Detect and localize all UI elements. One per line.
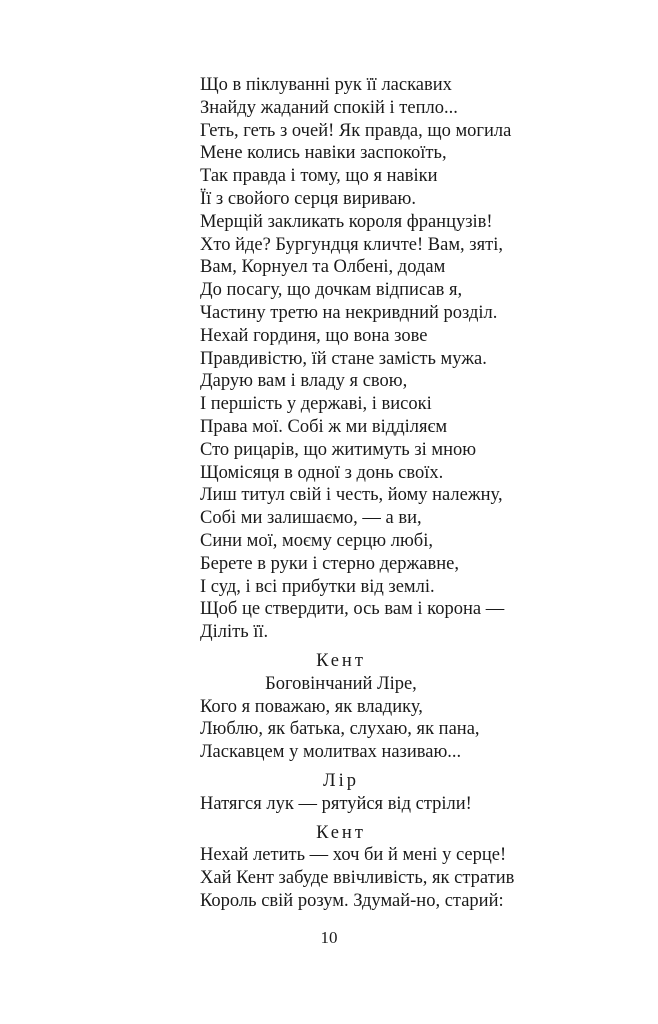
speech-line: Ласкавцем у молитвах називаю... (200, 742, 462, 763)
verse-line: Що в піклуванні рук її ласкавих (200, 75, 452, 95)
speaker-name-kent: Кент (316, 822, 366, 843)
speech-line: Натягся лук — рятуйся від стріли! (200, 793, 472, 814)
play-text (200, 74, 620, 913)
verse-line: Щоб це ствердити, ось вам і корона — (200, 599, 505, 620)
verse-line: Мерщій закликать короля французів! (200, 211, 493, 232)
verse-line: Хто йде? Бургундця кличте! Вам, зяті, (200, 234, 503, 255)
verse-line: Частину третю на некривдний розділ. (200, 302, 498, 323)
verse-line: Щомісяця в одної з донь своїх. (200, 462, 444, 483)
verse-line: Мене колись навіки заспокоїть, (200, 143, 447, 164)
verse-line: Так правда і тому, що я навіки (200, 166, 438, 187)
verse-line: Її з свойого серця вириваю. (200, 188, 416, 209)
verse-line: Права мої. Собі ж ми відділяєм (200, 416, 448, 437)
speech-line: Хай Кент забуде ввічливість, як стратив (200, 868, 515, 889)
page-number: 10 (320, 928, 338, 947)
speech-line: Нехай летить — хоч би й мені у серце! (200, 845, 507, 866)
verse-line: Правдивістю, їй стане замість мужа. (200, 348, 487, 369)
verse-line: Сто рицарів, що житимуть зі мною (200, 439, 477, 460)
verse-line: Нехай гординя, що вона зове (200, 325, 428, 346)
verse-line: Знайду жаданий спокій і тепло... (200, 97, 458, 118)
speech-first-line: Боговінчаний Ліре, (265, 673, 417, 694)
verse-line: Собі ми залишаємо, — а ви, (200, 508, 422, 529)
verse-line: Вам, Корнуел та Олбені, додам (200, 257, 446, 278)
verse-line: Лиш титул свій і честь, йому належну, (200, 485, 503, 506)
lear-speech-1 (200, 770, 620, 816)
verse-line: Сини мої, моєму серцю любі, (200, 530, 433, 551)
speaker-name-kent: Кент (316, 650, 366, 671)
verse-line: І першість у державі, і високі (200, 394, 432, 415)
speech-line: Люблю, як батька, слухаю, як пана, (200, 719, 480, 740)
speech-line: Король свій розум. Здумай-но, старий: (200, 890, 504, 911)
verse-line: Берете в руки і стерно державне, (200, 553, 459, 574)
verse-line: І суд, і всі прибутки від землі. (200, 576, 435, 597)
verse-block (200, 74, 620, 644)
kent-speech-1 (200, 650, 620, 764)
kent-speech-2 (200, 822, 620, 913)
speaker-name-lear: Лір (323, 770, 359, 791)
verse-line: До посагу, що дочкам відписав я, (200, 280, 463, 301)
verse-line: Діліть її. (200, 622, 269, 643)
verse-line: Геть, геть з очей! Як правда, що могила (200, 120, 512, 141)
verse-line: Дарую вам і владу я свою, (200, 371, 408, 392)
speech-line: Кого я поважаю, як владику, (200, 696, 423, 717)
